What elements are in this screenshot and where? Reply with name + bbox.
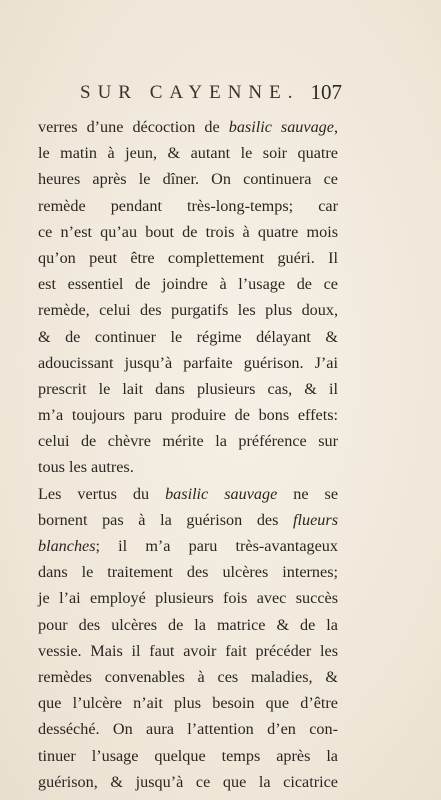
text-line [38, 585, 338, 611]
text-line [38, 612, 338, 638]
text-segment: desséché. On aura l’attention d’en con- [38, 720, 338, 739]
text-line [38, 193, 338, 219]
text-segment: guérison, & jusqu’à ce que la cicatrice [38, 772, 338, 791]
text-line [38, 454, 338, 480]
text-line [38, 350, 338, 376]
italic-text: basilic sauvage [165, 484, 278, 503]
text-line [38, 638, 338, 664]
text-segment: m’a toujours paru produire de bons effets: [38, 406, 338, 425]
text-line [38, 481, 338, 507]
text-line [38, 166, 338, 192]
text-segment: prescrit le lait dans plusieurs cas, & il [38, 379, 338, 398]
text-segment: le matin à jeun, & autant le soir quatre [38, 144, 338, 163]
text-line [38, 324, 338, 350]
text-segment: tinuer l’usage quelque temps après la [38, 746, 338, 765]
page-number: 107 [310, 80, 342, 104]
text-line [38, 769, 338, 795]
text-line [38, 428, 338, 454]
text-line [38, 690, 338, 716]
text-segment: ; il m’a paru très-avantageux [95, 537, 338, 555]
text-segment: remèdes convenables à ces maladies, & [38, 667, 338, 686]
text-line [38, 507, 338, 533]
italic-text: flueurs [293, 510, 338, 529]
text-segment: bornent pas à la guérison des [38, 510, 294, 529]
text-line [38, 245, 338, 271]
text-line [38, 559, 338, 585]
text-segment: tous les autres. [38, 458, 134, 477]
text-line [38, 297, 338, 323]
italic-text: basilic sauvage [228, 118, 334, 136]
text-segment: ce n’est qu’au bout de trois à quatre mois [38, 222, 338, 241]
text-line [38, 743, 338, 769]
text-line [38, 219, 338, 245]
italic-text: blanches [38, 537, 96, 555]
body-text [38, 114, 338, 795]
text-line [38, 533, 338, 559]
text-line [38, 402, 338, 428]
text-segment: que l’ulcère n’ait plus besoin que d’être [38, 694, 338, 713]
text-segment: & de continuer le régime délayant & [38, 327, 338, 346]
text-segment: celui de chèvre mérite la préférence sur [38, 432, 338, 451]
text-line [38, 271, 338, 297]
text-segment: , [333, 118, 338, 136]
text-line [38, 114, 338, 140]
text-line [38, 376, 338, 402]
text-segment: remède, celui des purgatifs les plus doux, [38, 301, 338, 320]
text-segment: dans le traitement des ulcères internes; [38, 563, 338, 582]
text-segment: heures après le dîner. On continuera ce [38, 170, 338, 189]
text-segment: est essentiel de joindre à l’usage de ce [38, 275, 338, 294]
page-header [80, 78, 342, 108]
running-title: SUR CAYENNE. [80, 82, 300, 103]
text-segment: qu’on peut être complettement guéri. Il [38, 248, 338, 267]
text-segment: pour des ulcères de la matrice & de la [38, 615, 338, 634]
text-segment: adoucissant jusqu’à parfaite guérison. J’ai [38, 353, 338, 372]
text-segment: vessie. Mais il faut avoir fait précéder les [38, 641, 338, 660]
text-segment: je l’ai employé plusieurs fois avec succès [38, 589, 338, 608]
text-line [38, 664, 338, 690]
text-segment: remède pendant très-long-temps; car [38, 196, 338, 215]
text-segment: Les vertus du [38, 484, 166, 503]
text-segment: ne se [277, 484, 339, 503]
text-line [38, 716, 338, 742]
text-segment: verres d’une décoction de [38, 118, 229, 136]
text-line [38, 140, 338, 166]
